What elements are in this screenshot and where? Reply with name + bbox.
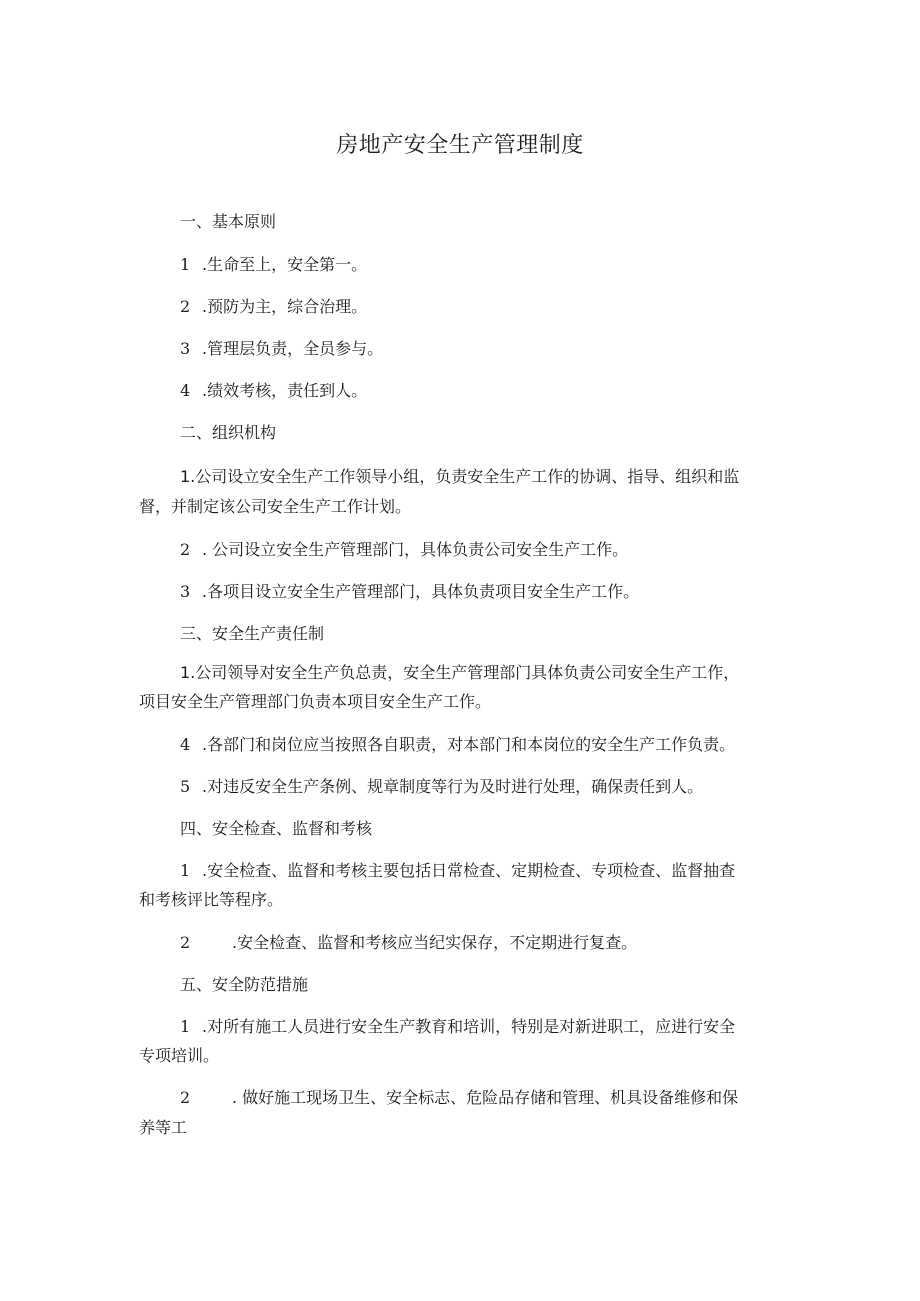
- list-item: [180, 861, 735, 881]
- paragraph-line: 1.公司设立安全生产工作领导小组，负责安全生产工作的协调、指导、组织和监: [180, 467, 740, 486]
- list-item: [180, 777, 703, 797]
- list-item: [180, 582, 639, 602]
- item-text: . 公司设立安全生产管理部门，具体负责公司安全生产工作。: [202, 540, 629, 559]
- item-text: .安全检查、监督和考核应当纪实保存，不定期进行复查。: [232, 933, 638, 952]
- section-heading: 三、安全生产责任制: [180, 624, 325, 643]
- item-text: . 做好施工现场卫生、安全标志、危险品存储和管理、机具设备维修和保: [232, 1088, 739, 1107]
- item-text: .绩效考核，责任到人。: [202, 381, 368, 400]
- section-heading: 一、基本原则: [180, 212, 277, 231]
- item-text: .生命至上，安全第一。: [202, 255, 368, 274]
- item-text: .安全检查、监督和考核主要包括日常检查、定期检查、专项检查、监督抽查: [202, 861, 736, 880]
- list-item: [180, 1017, 735, 1037]
- item-number: 2: [180, 933, 191, 952]
- list-item: [180, 540, 628, 560]
- item-number: 4: [180, 735, 191, 754]
- section-heading: 二、组织机构: [180, 423, 277, 442]
- section-heading: 五、安全防范措施: [180, 975, 309, 994]
- paragraph-line: 养等工: [139, 1118, 188, 1137]
- paragraph-line: 和考核评比等程序。: [139, 890, 284, 909]
- list-item: [180, 1088, 738, 1108]
- item-text: .对违反安全生产条例、规章制度等行为及时进行处理，确保责任到人。: [202, 777, 704, 796]
- list-item: [180, 735, 735, 755]
- item-number: 5: [180, 777, 191, 796]
- item-number: 2: [180, 1088, 191, 1107]
- item-number: 1: [180, 861, 191, 880]
- item-number: 3: [180, 582, 191, 601]
- item-number: 2: [180, 297, 191, 316]
- section-heading: 四、安全检查、监督和考核: [180, 819, 373, 838]
- item-text: .管理层负责，全员参与。: [202, 339, 384, 358]
- paragraph-line: 1.公司领导对安全生产负总责，安全生产管理部门具体负责公司安全生产工作，: [180, 663, 740, 682]
- item-number: 4: [180, 381, 191, 400]
- item-number: 2: [180, 540, 191, 559]
- paragraph-line: 专项培训。: [139, 1046, 220, 1065]
- paragraph-line: 项目安全生产管理部门负责本项目安全生产工作。: [139, 692, 492, 711]
- paragraph-line: 督，并制定该公司安全生产工作计划。: [139, 497, 412, 516]
- item-number: 3: [180, 339, 191, 358]
- item-number: 1: [180, 255, 191, 274]
- item-number: 1: [180, 1017, 191, 1036]
- item-text: .对所有施工人员进行安全生产教育和培训，特别是对新进职工，应进行安全: [202, 1017, 736, 1036]
- list-item: [180, 381, 367, 401]
- item-text: .各部门和岗位应当按照各自职责，对本部门和本岗位的安全生产工作负责。: [202, 735, 736, 754]
- list-item: [180, 933, 637, 953]
- item-text: .预防为主，综合治理。: [202, 297, 368, 316]
- list-item: [180, 339, 383, 359]
- list-item: [180, 255, 367, 275]
- list-item: [180, 297, 367, 317]
- document-title: 房地产安全生产管理制度: [336, 133, 584, 158]
- item-text: .各项目设立安全生产管理部门，具体负责项目安全生产工作。: [202, 582, 640, 601]
